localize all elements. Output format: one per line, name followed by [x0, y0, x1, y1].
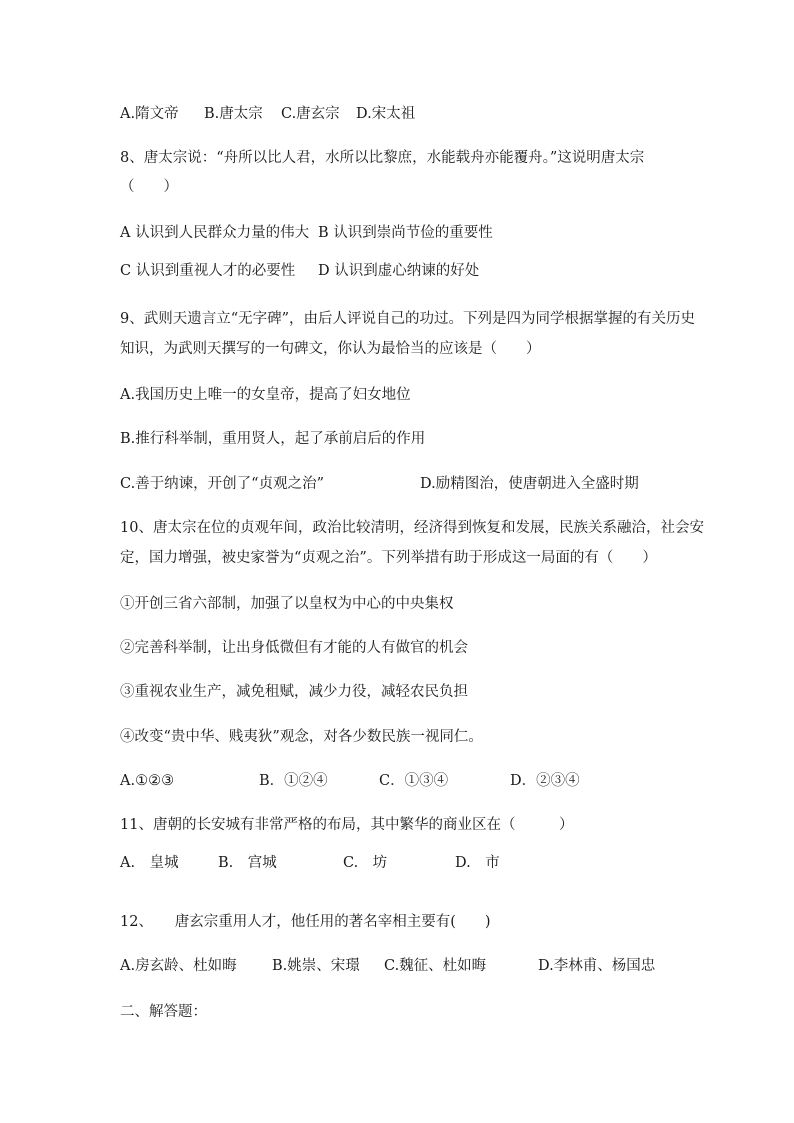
q8-stem-line2: （ ）	[120, 179, 178, 195]
q12-stem: 12、 唐玄宗重用人才，他任用的著名宰相主要有( )	[120, 914, 491, 930]
q12-option-d: D.李林甫、杨国忠	[538, 958, 656, 974]
q9-stem-line1: 9、武则天遗言立“无字碑”，由后人评说自己的功过。下列是四为同学根据掌握的有关历史	[120, 311, 696, 327]
q10-stem-line2: 定，国力增强，被史家誉为“贞观之治”。下列举措有助于形成这一局面的有（ ）	[120, 550, 657, 566]
q10-item-3: ③重视农业生产，减免租赋，减少力役，减轻农民负担	[120, 684, 468, 700]
q11-stem: 11、唐朝的长安城有非常严格的布局，其中繁华的商业区在（ ）	[120, 817, 574, 833]
q12-option-c: C.魏征、杜如晦	[384, 958, 487, 974]
q9-option-b: B.推行科举制，重用贤人，起了承前启后的作用	[120, 431, 426, 447]
q7-option-a: A.隋文帝	[120, 106, 179, 122]
q7-option-c: C.唐玄宗	[281, 106, 340, 122]
q8-option-c: C 认识到重视人才的必要性	[120, 263, 296, 279]
q9-option-a: A.我国历史上唯一的女皇帝，提高了妇女地位	[120, 387, 411, 403]
q8-option-b: B 认识到崇尚节俭的重要性	[318, 225, 493, 241]
q10-option-a: A.①②③	[120, 773, 175, 789]
q10-item-1: ①开创三省六部制，加强了以皇权为中心的中央集权	[120, 596, 454, 612]
section-title: 二、解答题：	[120, 1004, 207, 1020]
q8-stem-line1: 8、唐太宗说：“舟所以比人君，水所以比黎庶，水能载舟亦能覆舟。”这说明唐太宗	[120, 150, 645, 166]
q8-option-d: D 认识到虚心纳谏的好处	[318, 263, 480, 279]
q10-option-c: C．①③④	[379, 773, 449, 789]
q7-option-b: B.唐太宗	[204, 106, 263, 122]
q11-option-d: D. 市	[455, 855, 500, 871]
q10-item-2: ②完善科举制，让出身低微但有才能的人有做官的机会	[120, 640, 468, 656]
q7-option-d: D.宋太祖	[356, 106, 416, 122]
q12-option-b: B.姚崇、宋璟	[272, 958, 360, 974]
q12-option-a: A.房玄龄、杜如晦	[120, 958, 237, 974]
q10-option-b: B．①②④	[259, 773, 328, 789]
q11-option-b: B. 宫城	[218, 855, 277, 871]
q8-option-a: A 认识到人民群众力量的伟大	[120, 225, 310, 241]
q9-option-d: D.励精图治，使唐朝进入全盛时期	[420, 476, 639, 492]
q10-item-4: ④改变“贵中华、贱夷狄”观念，对各少数民族一视同仁。	[120, 729, 483, 745]
q11-option-a: A. 皇城	[120, 855, 179, 871]
q9-stem-line2: 知识，为武则天撰写的一句碑文，你认为最恰当的应该是（ ）	[120, 341, 541, 357]
q10-stem-line1: 10、唐太宗在位的贞观年间，政治比较清明，经济得到恢复和发展，民族关系融洽，社会安	[120, 520, 704, 536]
q10-option-d: D．②③④	[510, 773, 580, 789]
q9-option-c: C.善于纳谏，开创了“贞观之治”	[120, 476, 325, 492]
q11-option-c: C. 坊	[343, 855, 388, 871]
